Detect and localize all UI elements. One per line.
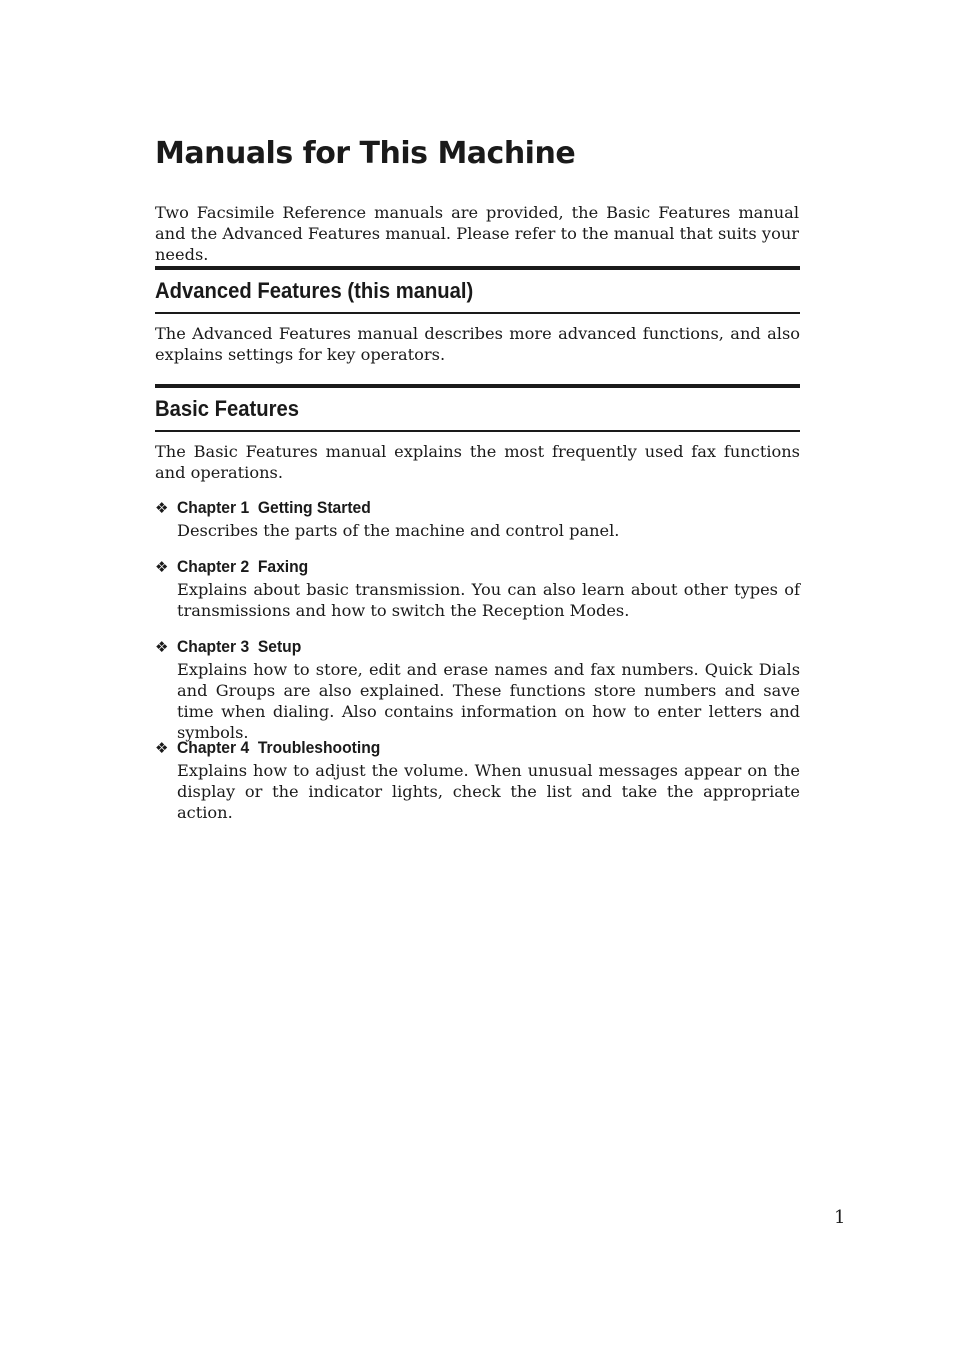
chapter-item [155,635,800,743]
chapter-description: Explains how to adjust the volume. When unusual messages appear on the display or the indicator lights, check the list and take the appropriate action. [177,761,800,822]
chapter-title: Chapter 3 Setup [177,637,302,656]
chapter-heading [155,555,800,579]
page-title: Manuals for This Machine [155,136,576,171]
chapter-title: Chapter 2 Faxing [177,557,309,576]
intro-paragraph: Two Facsimile Reference manuals are provided, the Basic Features manual and the Advanced Features manual. Please refer to the manual that suits your needs. [155,203,799,264]
chapter-description: Explains about basic transmission. You can also learn about other types of transmissions and how to switch the Reception Modes. [177,580,800,620]
chapter-title: Chapter 4 Troubleshooting [177,738,381,757]
section-bottom-rule [155,430,800,432]
section-bottom-rule [155,312,800,314]
diamond-bullet-icon: ❖ [155,638,169,656]
chapter-item [155,496,800,541]
section-basic-features [155,384,800,483]
chapter-heading [155,496,800,520]
chapter-description: Describes the parts of the machine and control panel. [177,521,620,540]
chapter-description: Explains how to store, edit and erase names and fax numbers. Quick Dials and Groups are also explained. These functions store numbers and save time when dialing. Also contains information on how to enter letters and symbols. [177,660,800,742]
section-heading: Advanced Features (this manual) [155,278,474,303]
chapter-heading [155,635,800,659]
chapter-heading [155,736,800,760]
chapter-title: Chapter 1 Getting Started [177,498,371,517]
page-number: 1 [834,1207,846,1228]
diamond-bullet-icon: ❖ [155,499,169,517]
section-description: The Advanced Features manual describes more advanced functions, and also explains settings for key operators. [155,324,800,364]
diamond-bullet-icon: ❖ [155,739,169,757]
diamond-bullet-icon: ❖ [155,558,169,576]
section-heading: Basic Features [155,396,300,421]
chapter-item [155,555,800,621]
section-advanced-features [155,266,800,365]
section-description: The Basic Features manual explains the most frequently used fax functions and operations. [155,442,800,482]
chapter-item [155,736,800,823]
